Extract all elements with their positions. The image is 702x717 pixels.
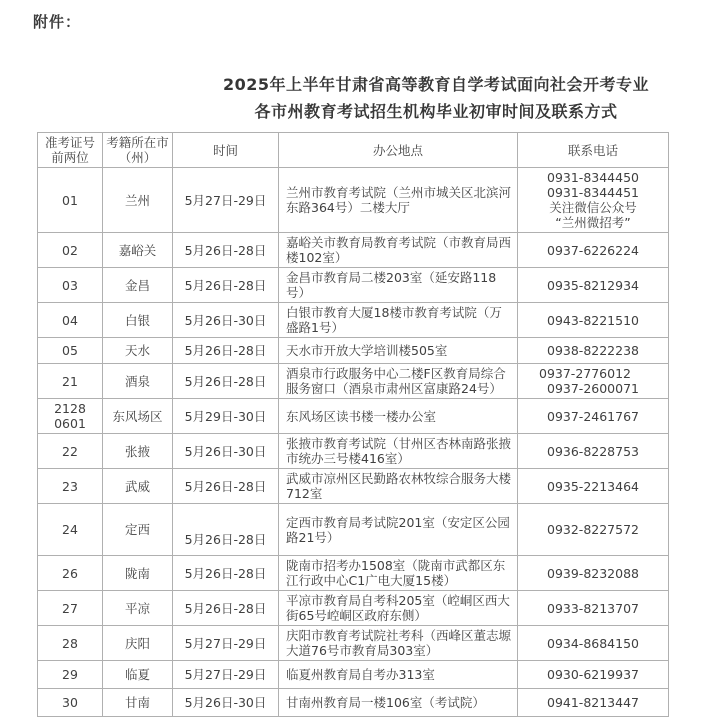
cell-phone: [518, 591, 669, 626]
cell-city: 定西: [103, 504, 173, 556]
table-row: [38, 434, 669, 469]
table-row: [38, 399, 669, 434]
cell-city: 白银: [103, 303, 173, 338]
cell-address: 白银市教育大厦18楼市教育考试院（万盛路1号）: [279, 303, 518, 338]
cell-address: 嘉峪关市教育局教育考试院（市教育局西楼102室）: [279, 233, 518, 268]
exam-id-line: 29: [62, 667, 78, 682]
document-title: [170, 71, 702, 125]
cell-time: 5月27日-29日: [173, 626, 279, 661]
cell-city: 酒泉: [103, 364, 173, 399]
cell-exam-id: [38, 303, 103, 338]
cell-exam-id: [38, 556, 103, 591]
cell-address: 平凉市教育局自考科205室（崆峒区西大街65号崆峒区政府东侧）: [279, 591, 518, 626]
cell-phone: [518, 303, 669, 338]
cell-address: 甘南州教育局一楼106室（考试院）: [279, 689, 518, 717]
cell-phone: [518, 689, 669, 717]
cell-city: 东风场区: [103, 399, 173, 434]
cell-address: 庆阳市教育考试院社考科（西峰区董志塬大道76号市教育局303室）: [279, 626, 518, 661]
cell-exam-id: [38, 399, 103, 434]
exam-id-line: 28: [62, 635, 78, 651]
phone-line: 0936-8228753: [547, 443, 639, 459]
table-row: [38, 338, 669, 364]
table-row: [38, 689, 669, 717]
cell-phone: [518, 434, 669, 469]
cell-exam-id: [38, 233, 103, 268]
cell-time: 5月26日-28日: [173, 556, 279, 591]
table-body: [38, 168, 669, 717]
phone-line: 0937-6226224: [547, 242, 639, 258]
exam-id-line: 21: [62, 373, 78, 389]
cell-address: 陇南市招考办1508室（陇南市武都区东江行政中心C1广电大厦15楼）: [279, 556, 518, 591]
phone-line: 0937-2461767: [547, 408, 639, 424]
cell-time: 5月26日-28日: [173, 364, 279, 399]
table-row: [38, 268, 669, 303]
cell-exam-id: [38, 338, 103, 364]
attachment-label: 附件：: [33, 13, 82, 31]
header-exam-id: [38, 133, 103, 168]
cell-address: 兰州市教育考试院（兰州市城关区北滨河东路364号）二楼大厅: [279, 168, 518, 233]
cell-address: 临夏州教育局自考办313室: [279, 661, 518, 689]
phone-line: 0931-8344450: [547, 170, 639, 185]
exam-id-line: 23: [62, 478, 78, 494]
table-row: [38, 591, 669, 626]
cell-phone: [518, 399, 669, 434]
cell-time: 5月27日-29日: [173, 168, 279, 233]
phone-line: 0937-2600071: [547, 381, 639, 396]
table-row: [38, 556, 669, 591]
cell-city: 天水: [103, 338, 173, 364]
cell-phone: [518, 233, 669, 268]
cell-exam-id: [38, 626, 103, 661]
cell-address: 张掖市教育考试院（甘州区杏林南路张掖市统办三号楼416室）: [279, 434, 518, 469]
cell-address: 天水市开放大学培训楼505室: [279, 338, 518, 364]
header-exam-id-line1: 准考证号: [44, 135, 95, 150]
cell-exam-id: [38, 689, 103, 717]
cell-time: 5月26日-28日: [173, 469, 279, 504]
cell-address: 定西市教育局考试院201室（安定区公园路21号）: [279, 504, 518, 556]
cell-city: 甘南: [103, 689, 173, 717]
cell-phone: [518, 268, 669, 303]
cell-time: 5月26日-30日: [173, 303, 279, 338]
phone-line: 关注微信公众号: [549, 200, 637, 215]
cell-phone: [518, 364, 669, 399]
cell-exam-id: [38, 504, 103, 556]
cell-phone: [518, 338, 669, 364]
cell-phone: [518, 661, 669, 689]
cell-city: 临夏: [103, 661, 173, 689]
cell-city: 金昌: [103, 268, 173, 303]
exam-id-line: 30: [62, 695, 78, 710]
cell-city: 平凉: [103, 591, 173, 626]
phone-line: 0934-8684150: [547, 635, 639, 651]
header-phone: 联系电话: [518, 133, 669, 168]
cell-time: 5月26日-28日: [173, 338, 279, 364]
phone-line: 0930-6219937: [547, 667, 639, 682]
cell-time: 5月29日-30日: [173, 399, 279, 434]
header-city: [103, 133, 173, 168]
exam-id-line: 01: [62, 192, 78, 208]
cell-city: 兰州: [103, 168, 173, 233]
cell-time: 5月26日-28日: [173, 591, 279, 626]
header-exam-id-line2: 前两位: [51, 150, 89, 165]
exam-id-line: 26: [62, 565, 78, 581]
exam-id-line: 02: [62, 242, 78, 258]
exam-id-line: 27: [62, 600, 78, 616]
cell-city: 嘉峪关: [103, 233, 173, 268]
cell-time: 5月26日-28日: [173, 233, 279, 268]
cell-exam-id: [38, 364, 103, 399]
table-row: [38, 469, 669, 504]
cell-city: 陇南: [103, 556, 173, 591]
cell-phone: [518, 504, 669, 556]
exam-id-line: 22: [62, 443, 78, 459]
phone-line: 0943-8221510: [547, 312, 639, 328]
contact-table: [37, 132, 669, 717]
table-header-row: [38, 133, 669, 168]
cell-exam-id: [38, 591, 103, 626]
phone-line: 0935-8212934: [547, 277, 639, 293]
cell-exam-id: [38, 469, 103, 504]
cell-city: 张掖: [103, 434, 173, 469]
cell-address: 酒泉市行政服务中心二楼F区教育局综合服务窗口（酒泉市肃州区富康路24号）: [279, 364, 518, 399]
phone-line: 0931-8344451: [547, 185, 639, 200]
table-row: [38, 661, 669, 689]
table-row: [38, 233, 669, 268]
cell-address: 东风场区读书楼一楼办公室: [279, 399, 518, 434]
table-row: [38, 168, 669, 233]
cell-phone: [518, 556, 669, 591]
phone-line: 0932-8227572: [547, 522, 639, 537]
table-row: [38, 303, 669, 338]
phone-line: 0941-8213447: [547, 695, 639, 710]
cell-phone: [518, 469, 669, 504]
exam-id-line: 2128: [54, 401, 86, 416]
exam-id-line: 04: [62, 312, 78, 328]
title-line-1: 2025年上半年甘肃省高等教育自学考试面向社会开考专业: [222, 75, 650, 94]
table-row: [38, 626, 669, 661]
cell-address: 武威市凉州区民勤路农林牧综合服务大楼712室: [279, 469, 518, 504]
cell-city: 庆阳: [103, 626, 173, 661]
cell-exam-id: [38, 661, 103, 689]
cell-exam-id: [38, 168, 103, 233]
exam-id-line: 24: [62, 522, 78, 537]
table-row: [38, 364, 669, 399]
cell-time: 5月26日-30日: [173, 689, 279, 717]
cell-city: 武威: [103, 469, 173, 504]
exam-id-line: 0601: [54, 416, 86, 431]
phone-line: 0939-8232088: [547, 565, 639, 581]
header-address: 办公地点: [279, 133, 518, 168]
exam-id-line: 03: [62, 277, 78, 293]
header-time: 时间: [173, 133, 279, 168]
phone-line: “兰州微招考”: [555, 215, 631, 230]
cell-address: 金昌市教育局二楼203室（延安路118号）: [279, 268, 518, 303]
cell-phone: [518, 626, 669, 661]
exam-id-line: 05: [62, 343, 78, 358]
cell-time: 5月26日-28日: [173, 268, 279, 303]
phone-line: 0935-2213464: [547, 478, 639, 494]
cell-exam-id: [38, 434, 103, 469]
cell-time: 5月26日-28日: [173, 504, 279, 556]
title-line-2: 各市州教育考试招生机构毕业初审时间及联系方式: [254, 102, 618, 121]
table-row: [38, 504, 669, 556]
phone-line: 0937-2776012: [539, 366, 631, 381]
phone-line: 0933-8213707: [547, 600, 639, 616]
cell-phone: [518, 168, 669, 233]
header-city-line1: 考籍所在市: [106, 135, 169, 150]
header-city-line2: （州）: [118, 150, 157, 165]
cell-exam-id: [38, 268, 103, 303]
cell-time: 5月27日-29日: [173, 661, 279, 689]
phone-line: 0938-8222238: [547, 343, 639, 358]
cell-time: 5月26日-30日: [173, 434, 279, 469]
